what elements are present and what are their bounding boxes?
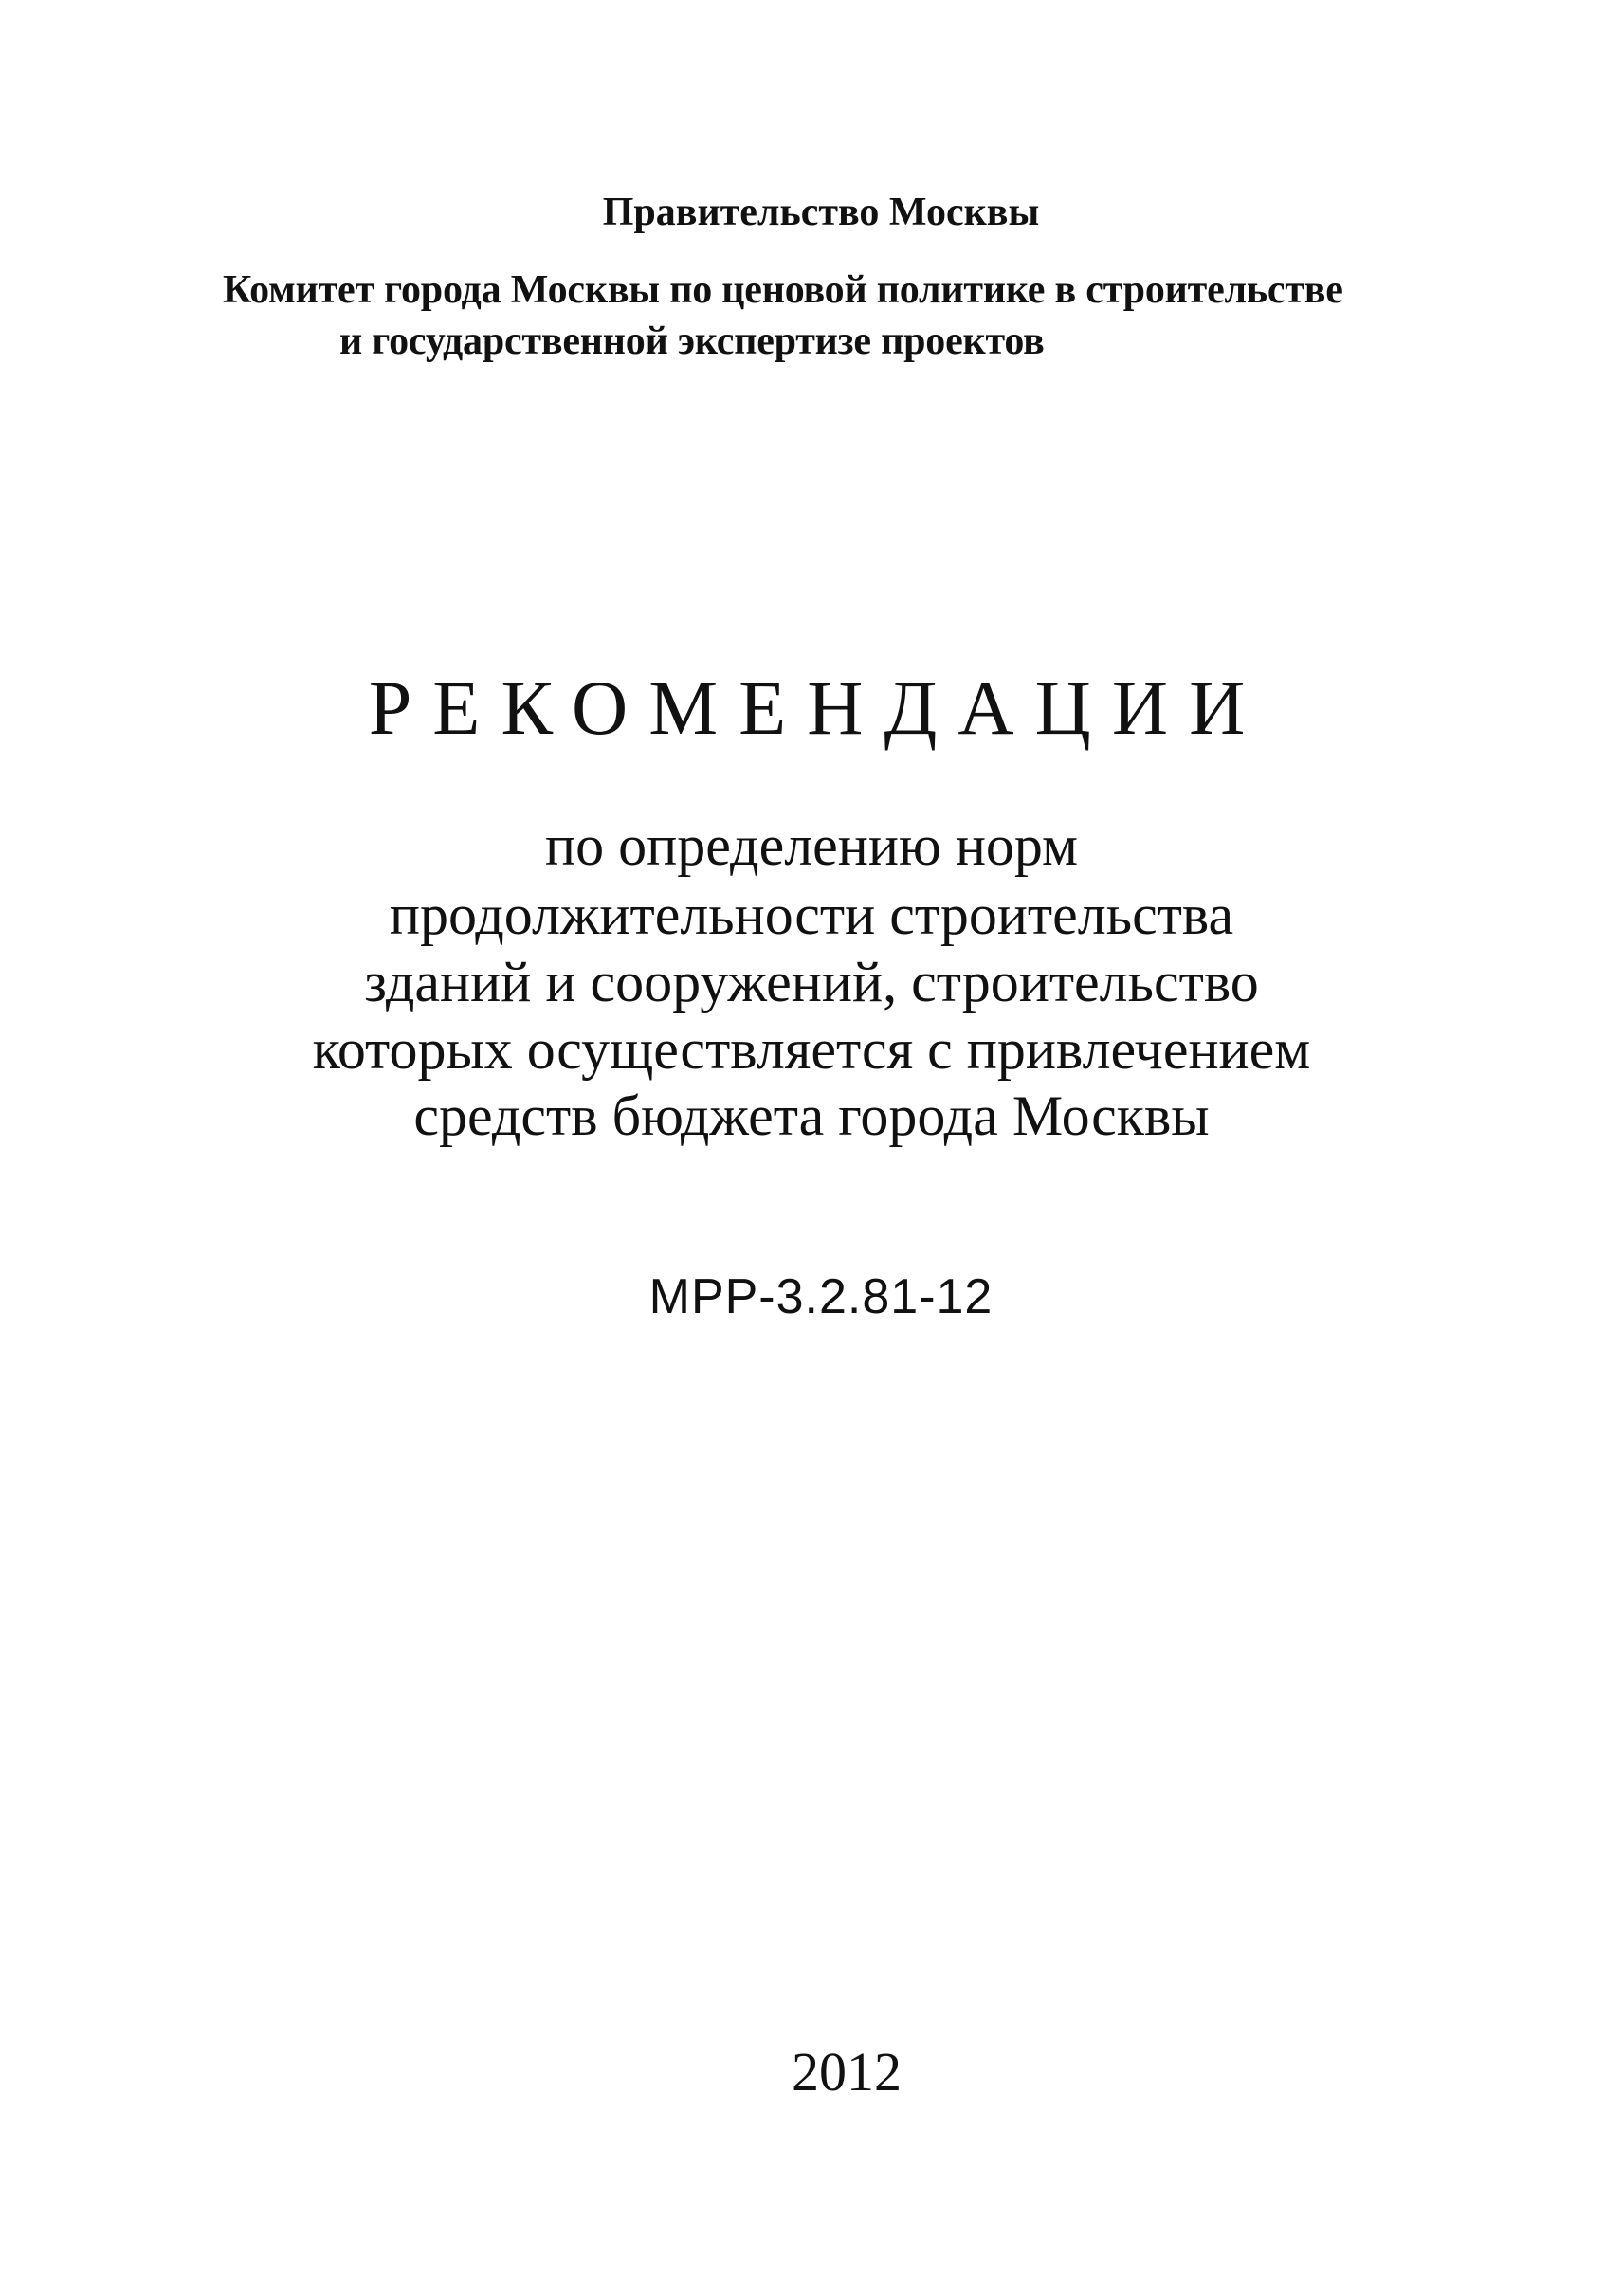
subtitle-line: продолжительности строительства [389, 884, 1234, 946]
committee-name-line-1: Комитет города Москвы по ценовой политике в строительстве [223, 268, 1343, 312]
committee-name-line-2: и государственной экспертизе проектов [339, 319, 1045, 363]
organization-name: Правительство Москвы [602, 191, 1040, 234]
publication-year: 2012 [792, 2041, 902, 2103]
subtitle-line: зданий и сооружений, строительство [364, 951, 1259, 1013]
document-code: МРР-3.2.81-12 [648, 1269, 994, 1324]
subtitle-line: которых осуществляется с привлечением [312, 1018, 1311, 1081]
document-title: РЕКОМЕНДАЦИИ [368, 665, 1267, 751]
subtitle-line: средств бюджета города Москвы [413, 1084, 1210, 1147]
subtitle-line: по определению норм [544, 814, 1078, 877]
